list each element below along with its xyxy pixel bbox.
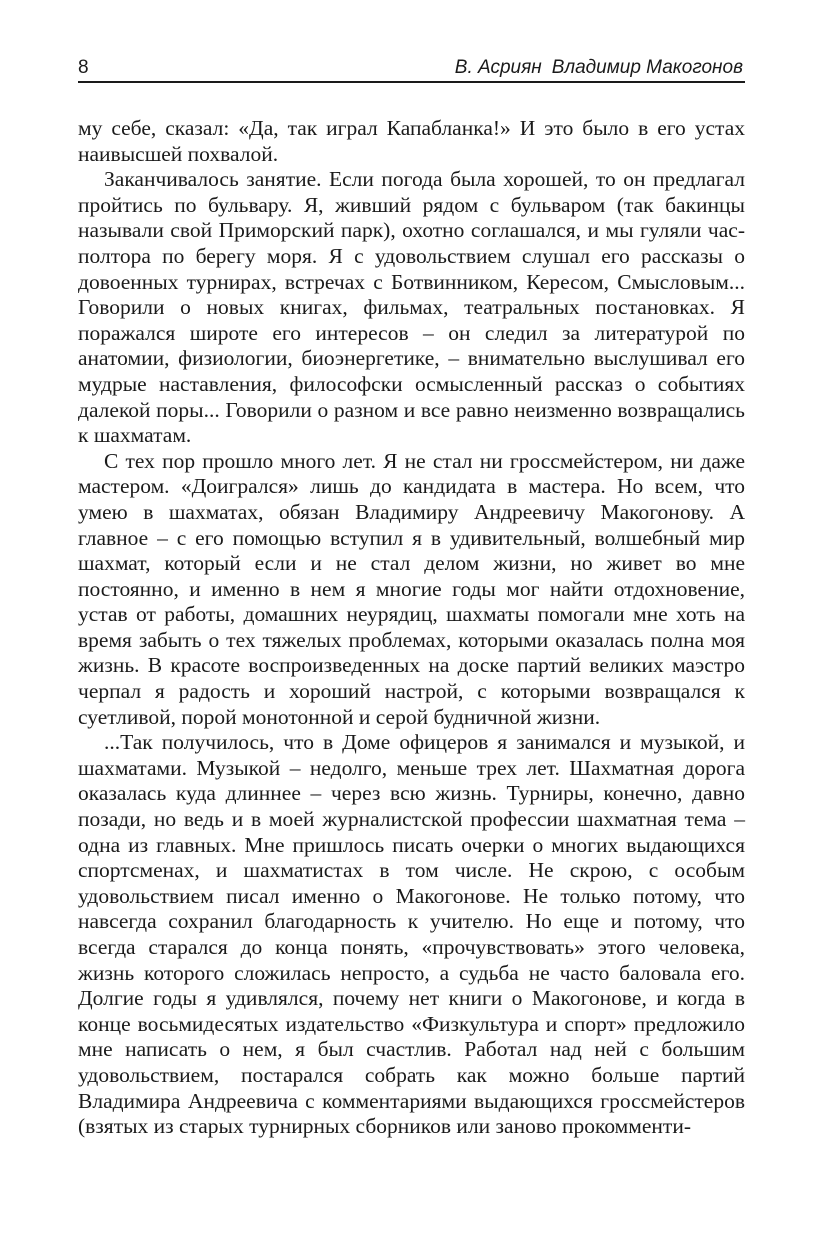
body-text (78, 116, 745, 1140)
book-title: Владимир Макогонов (551, 57, 743, 78)
running-header (78, 54, 745, 83)
paragraph-house-of-officers: ...Так получилось, что в Доме офицеров я занимался и музыкой, и шахматами. Музыкой – недолго, меньше трех лет. Шахматная дорога оказалась куда длиннее – через всю жизнь. Турниры, конечно, давно позади, но ведь и в моей журналистской профессии шахматная тема – одна из главных. Мне пришлось писать очерки о многих выдающихся спортсменах, и шахматистах в том числе. Не скрою, с особым удовольствием писал именно о Макогонове. Не только потому, что навсегда сохранил благодарность к учителю. Но еще и потому, что всегда старался до конца понять, «прочувствовать» этого человека, жизнь которого сложилась непросто, а судьба не часто баловала его. Долгие годы я удивлялся, почему нет книги о Макогонове, и когда в конце восьмидесятых издательство «Физкультура и спорт» предложило мне написать о нем, я был счастлив. Работал над ней с большим удовольствием, постарался собрать как можно больше партий Владимира Андреевича с комментариями выдающихся гроссмейстеров (взятых из старых турнирных сборников или заново прокомменти- (78, 730, 745, 1139)
running-title (455, 57, 743, 79)
page-number: 8 (78, 57, 89, 78)
book-author: В. Асриян (454, 57, 542, 78)
paragraph-continuation: му себе, сказал: «Да, так играл Капабланка!» И это было в его устах наивысшей похвалой. (78, 116, 745, 166)
paragraph-walks: Заканчивалось занятие. Если погода была хорошей, то он предлагал пройтись по бульвару. Я, живший рядом с бульваром (так бакинцы называли свой Приморский парк), охотно соглашался, и мы гуляли час-полтора по берегу моря. Я с удовольствием слушал его рассказы о довоенных турнирах, встречах с Ботвинником, Кересом, Смысловым... Говорили о новых книгах, фильмах, театральных постановках. Я поражался широте его интересов – он следил за литературой по анатомии, физиологии, биоэнергетике, – внимательно выслушивал его мудрые наставления, философски осмысленный рассказ о событиях далекой поры... Говорили о разном и все равно неизменно возвращались к шахматам. (78, 167, 745, 448)
paragraph-years-passed: С тех пор прошло много лет. Я не стал ни гроссмейстером, ни даже мастером. «Доигрался» лишь до кандидата в мастера. Но всем, что умею в шахматах, обязан Владимиру Андреевичу Макогонову. А главное – с его помощью вступил я в удивительный, волшебный мир шахмат, который если и не стал делом жизни, но живет во мне постоянно, и именно в нем я многие годы мог найти отдохновение, устав от работы, домашних неурядиц, шахматы помогали мне хоть на время забыть о тех тяжелых проблемах, которыми оказалась полна моя жизнь. В красоте воспроизведенных на доске партий великих маэстро черпал я радость и хороший настрой, с которыми возвращался к суетливой, порой монотонной и серой будничной жизни. (78, 448, 745, 729)
